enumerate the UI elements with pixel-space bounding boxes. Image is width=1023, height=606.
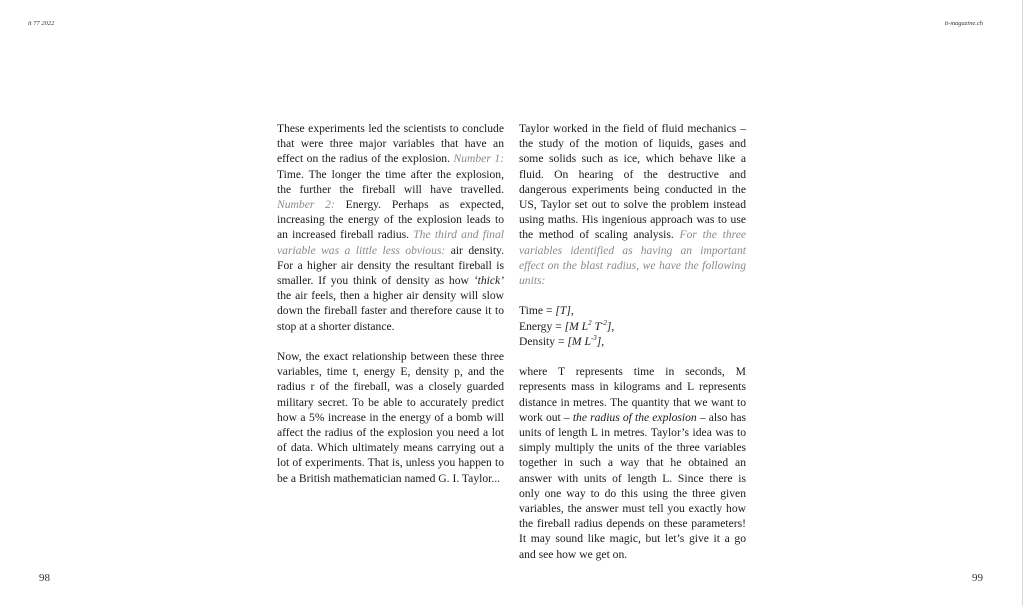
running-head-left: it 77 2022 bbox=[28, 20, 55, 27]
unit-equations bbox=[519, 303, 746, 349]
page-number-left: 98 bbox=[39, 572, 50, 584]
text-run: – also has units of length L in metres. Taylor’s idea was to simply multiply the units of the three variables together in such a way that he obtained an answer with units of length L. Since there is only one way to do this using the three given variables, the answer must tell you exactly how the fireball radius depends on these parameters! It may sound like magic, but let’s give it a go and see how we get on. bbox=[519, 410, 747, 561]
units-intro: For the three variables identified as having an important effect on the blast radius, we have the following units: bbox=[519, 228, 746, 288]
third-variable-label: The third and final variable was a little less obvious: bbox=[277, 228, 504, 257]
running-head-right: it-magazine.ch bbox=[944, 20, 983, 27]
thick-emphasis: ‘thick’ bbox=[473, 274, 504, 288]
radius-emphasis: the radius of the explosion bbox=[572, 410, 697, 424]
equation-time: Time = [T], bbox=[519, 304, 574, 318]
text-run: Energy. Perhaps as expected, increasing the energy of the explosion leads to an increased fireball radius. bbox=[277, 198, 504, 242]
left-paragraph-2: Now, the exact relationship between these three variables, time t, energy E, density p, and the radius r of the fireball, was a closely guarded military secret. To be able to accurately predict how a 5% increase in the energy of a bomb will affect the radius of the explosion you need a lot of data. Which ultimately means carrying out a lot of experiments. That is, unless you happen to be a British mathematician named G. I. Taylor... bbox=[277, 350, 504, 485]
text-run: where T represents time in seconds, M represents mass in kilograms and L represents distance in metres. The quantity that we want to work out – bbox=[519, 365, 746, 424]
left-column bbox=[277, 121, 504, 486]
number-2-label: Number 2: bbox=[277, 198, 335, 212]
right-paragraph-1 bbox=[519, 121, 746, 288]
left-paragraph-1 bbox=[277, 121, 504, 334]
right-paragraph-2 bbox=[519, 364, 746, 562]
text-run: These experiments led the scientists to conclude that were three major variables that have an effect on the radius of the explosion. bbox=[277, 122, 504, 166]
number-1-label: Number 1: bbox=[453, 152, 504, 166]
text-run: the air feels, then a higher air density will slow down the fireball faster and therefore cause it to stop at a shorter distance. bbox=[277, 289, 504, 333]
text-run: air density. For a higher air density the resultant fireball is smaller. If you think of density as how bbox=[277, 243, 504, 288]
equation-energy: Energy = [M $L^2$ $T^{-2}$], bbox=[519, 318, 615, 333]
text-run: Taylor worked in the field of fluid mechanics – the study of the motion of liquids, gases and some solids such as ice, which behave like a fluid. On hearing of the destructive and dangerous experiments being conducted in the US, Taylor set out to solve the problem instead using maths. His ingenious approach was to use the method of scaling analysis. bbox=[519, 122, 746, 242]
page-number-right: 99 bbox=[972, 572, 983, 584]
equation-density: Density = [M $L^{-3}$], bbox=[519, 333, 605, 348]
text-run: Time. The longer the time after the explosion, the further the fireball will have travelled. bbox=[277, 167, 504, 196]
right-column bbox=[519, 121, 746, 562]
